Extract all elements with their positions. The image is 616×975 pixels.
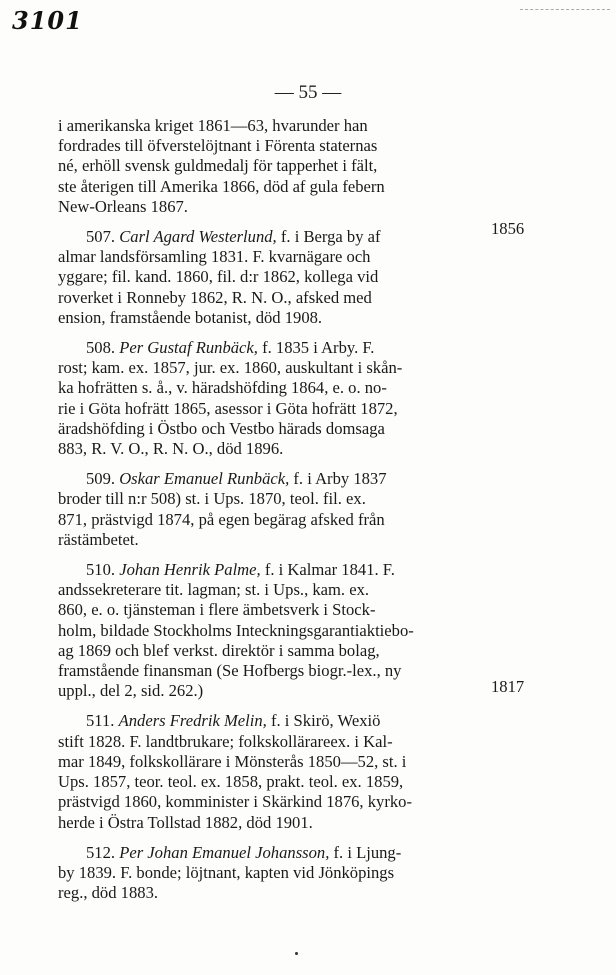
entry-line: äradshöfding i Östbo och Vestbo härads domsaga (58, 418, 385, 438)
entry-line: f. 1835 i Arby. F. (257, 338, 375, 358)
intro-paragraph (58, 116, 481, 217)
intro-line: né, erhöll svensk guldmedalj för tapperhet i fält, (58, 156, 378, 176)
entry-number: 511. (86, 711, 115, 731)
entry-line: broder till n:r 508) st. i Ups. 1870, teol. fil. ex. (58, 489, 366, 509)
entry-511 (58, 711, 481, 832)
entry-line: ag 1869 och blef verkst. direktör i samma bolag, (58, 640, 380, 660)
page-number: — 55 — (274, 82, 342, 103)
entry-line: rästämbetet. (58, 529, 139, 549)
entry-number: 508. (86, 338, 116, 358)
entry-person-name: Johan Henrik Palme, (119, 560, 261, 580)
entry-line: f. i Berga by af (276, 227, 381, 247)
entry-line: by 1839. F. bonde; löjtnant, kapten vid Jönköpings (58, 862, 395, 882)
entry-line: yggare; fil. kand. 1860, fil. d:r 1862, kollega vid (58, 267, 379, 287)
intro-line: New-Orleans 1867. (58, 196, 188, 216)
entry-line: almar landsförsamling 1831. F. kvarnägare och (58, 247, 371, 267)
entry-number: 509. (86, 469, 116, 489)
entry-509 (58, 469, 481, 550)
entry-person-name: Per Gustaf Runbäck, (119, 338, 258, 358)
entry-line: framstående finansman (Se Hofbergs biogr.-lex., ny (58, 661, 402, 681)
entry-person-name: Per Johan Emanuel Johansson, (119, 842, 330, 862)
entry-line: f. i Kalmar 1841. F. (260, 560, 395, 580)
entry-line: andssekreterare tit. lagman; st. i Ups., kam. ex. (58, 580, 370, 600)
entry-number: 510. (86, 560, 116, 580)
ink-speck (295, 952, 298, 955)
entry-line: rost; kam. ex. 1857, jur. ex. 1860, auskultant i skån- (58, 358, 403, 378)
entry-512 (58, 843, 481, 904)
intro-line: i amerikanska kriget 1861—63, hvarunder han (58, 116, 368, 135)
entry-line: uppl., del 2, sid. 262.) (58, 681, 204, 701)
entry-508 (58, 338, 481, 459)
page-body (58, 116, 481, 903)
entry-number: 512. (86, 842, 116, 862)
intro-line: ste återigen till Amerika 1866, död af gula febern (58, 176, 385, 196)
entry-line: roverket i Ronneby 1862, R. N. O., afsked med (58, 287, 372, 307)
entry-line: 860, e. o. tjänsteman i flere ämbetsverk i Stock- (58, 600, 376, 620)
entry-line: rie i Göta hofrätt 1865, asessor i Göta hofrätt 1872, (58, 398, 398, 418)
entry-line: 883, R. V. O., R. N. O., död 1896. (58, 439, 284, 459)
margin-year-1817: 1817 (491, 677, 525, 696)
entry-line: f. i Arby 1837 (289, 469, 387, 489)
entry-line: ka hofrätten s. å., v. häradshöfding 1864, e. o. no- (58, 378, 387, 398)
entry-person-name: Anders Fredrik Melin, (118, 711, 267, 731)
entry-line: 871, prästvigd 1874, på egen begärag afsked från (58, 509, 385, 529)
entry-line: prästvigd 1860, komminister i Skärkind 1876, kyrko- (58, 792, 412, 812)
intro-line: fordrades till öfverstelöjtnant i Förenta staternas (58, 136, 378, 156)
entry-line: Ups. 1857, teor. teol. ex. 1858, prakt. teol. ex. 1859, (58, 772, 404, 792)
entry-510 (58, 560, 481, 701)
entry-line: stift 1828. F. landtbrukare; folkskollärareex. i Kal- (58, 731, 393, 751)
entry-number: 507. (86, 227, 116, 247)
margin-year-1856: 1856 (491, 219, 525, 238)
entry-line: f. i Skirö, Wexiö (266, 711, 381, 731)
entry-line: mar 1849, folkskollärare i Mönsterås 1850—52, st. i (58, 751, 407, 771)
entry-line: ension, framstående botanist, död 1908. (58, 307, 323, 327)
entry-line: f. i Ljung- (329, 842, 402, 862)
entry-line: herde i Östra Tollstad 1882, död 1901. (58, 812, 313, 832)
entry-person-name: Oskar Emanuel Runbäck, (119, 469, 290, 489)
top-edge-rule (520, 9, 610, 11)
entry-507 (58, 227, 481, 328)
handwritten-page-note: 3101 (12, 6, 83, 35)
entry-line: holm, bildade Stockholms Inteckningsgarantiaktiebo- (58, 620, 414, 640)
entry-person-name: Carl Agard Westerlund, (119, 227, 277, 247)
entry-line: reg., död 1883. (58, 883, 159, 903)
